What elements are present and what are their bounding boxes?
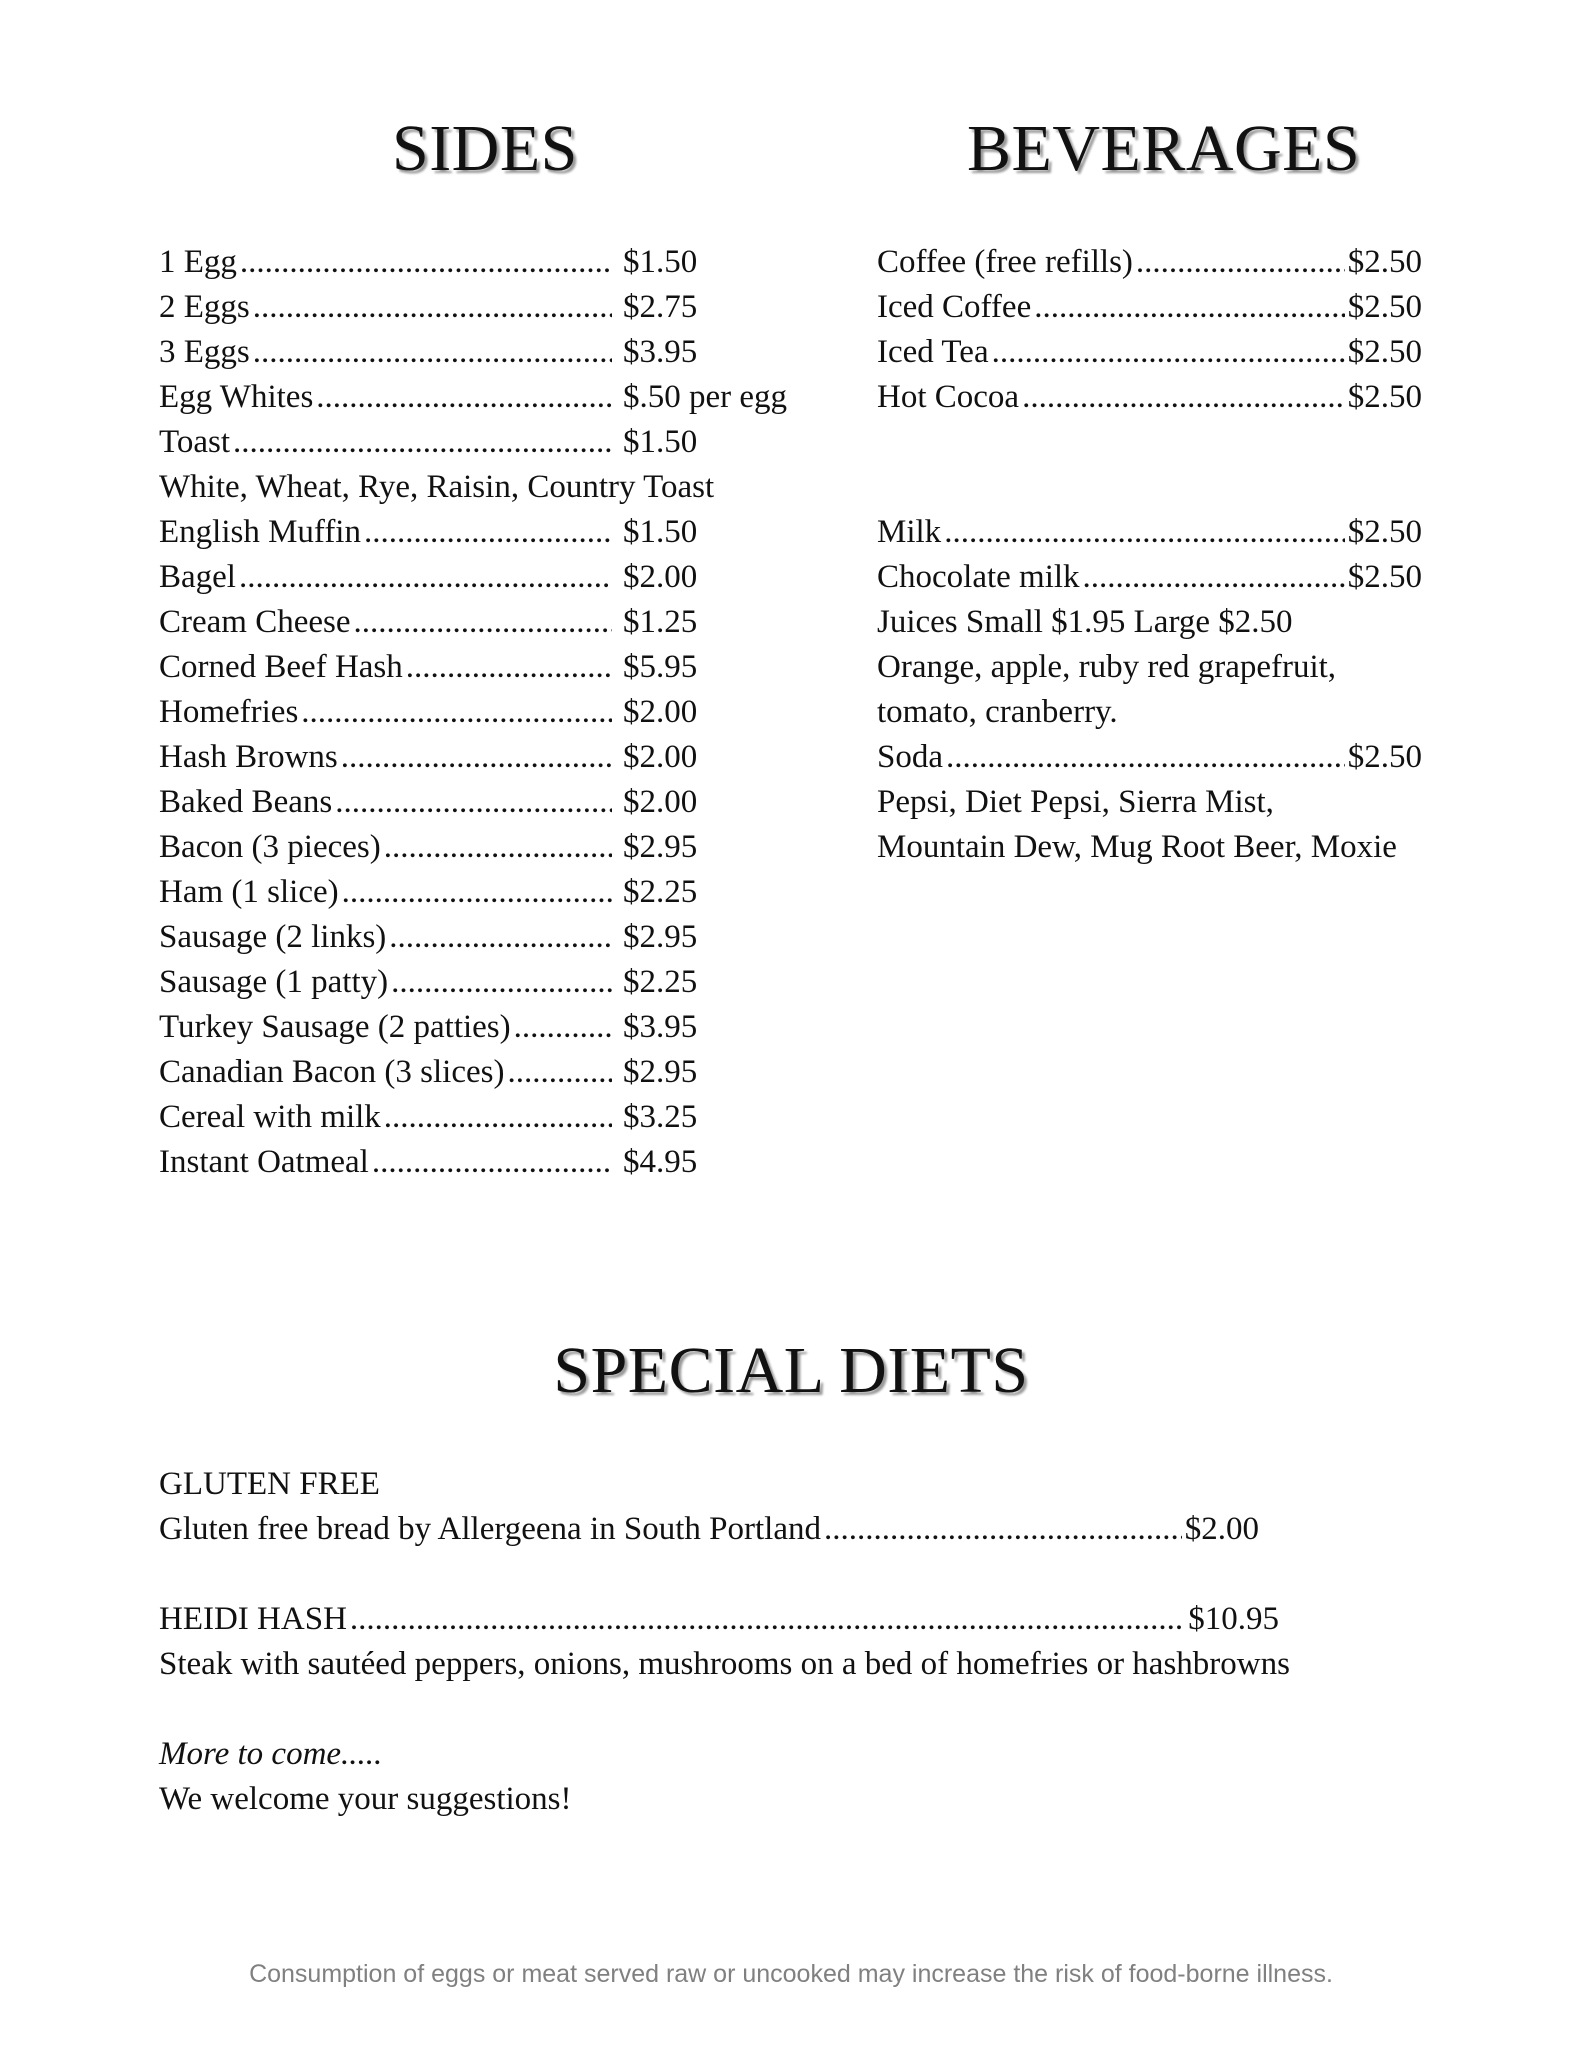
item-price: $2.00	[1184, 1511, 1259, 1547]
item-price: $4.95	[623, 1144, 698, 1180]
item-price: $2.95	[623, 919, 698, 955]
item-label-group	[159, 1050, 615, 1095]
heidi-hash-description: Steak with sautéed peppers, onions, mushrooms on a bed of homefries or hashbrowns	[159, 1646, 1290, 1682]
menu-item	[159, 555, 799, 600]
item-price: $2.00	[623, 739, 698, 775]
leader-dots	[514, 1005, 612, 1050]
beverages-list	[877, 240, 1457, 870]
item-name: HEIDI HASH	[159, 1601, 347, 1637]
menu-item	[159, 375, 799, 420]
spacer	[159, 1552, 1459, 1597]
leader-dots	[354, 600, 612, 645]
leader-dots	[301, 690, 612, 735]
spacer	[877, 465, 1457, 510]
suggestions-text: We welcome your suggestions!	[159, 1781, 572, 1817]
item-note: Orange, apple, ruby red grapefruit,	[877, 649, 1337, 685]
item-name: Ham (1 slice)	[159, 874, 339, 910]
food-safety-disclaimer: Consumption of eggs or meat served raw or uncooked may increase the risk of food-borne illness.	[249, 1960, 1333, 1988]
item-price: $1.25	[623, 604, 698, 640]
item-name: Egg Whites	[159, 379, 314, 415]
item-price: $2.50	[1347, 514, 1422, 550]
gluten-free-heading: GLUTEN FREE	[159, 1466, 380, 1502]
menu-item	[159, 870, 799, 915]
item-label-group	[159, 780, 615, 825]
item-label-group	[159, 330, 615, 375]
item-name: Cereal with milk	[159, 1099, 381, 1135]
item-name: Baked Beans	[159, 784, 333, 820]
leader-dots	[1136, 240, 1345, 285]
menu-item	[877, 240, 1422, 285]
leader-dots	[350, 1597, 1185, 1642]
menu-item	[159, 1050, 799, 1095]
item-name: Canadian Bacon (3 slices)	[159, 1054, 505, 1090]
item-price: $10.95	[1188, 1601, 1279, 1637]
item-name: Sausage (2 links)	[159, 919, 387, 955]
item-price: $2.50	[1347, 739, 1422, 775]
item-price: $3.95	[623, 334, 698, 370]
item-name: Coffee (free refills)	[877, 244, 1133, 280]
leader-dots	[992, 330, 1345, 375]
leader-dots	[824, 1507, 1182, 1552]
item-note: White, Wheat, Rye, Raisin, Country Toast	[159, 469, 715, 505]
item-price: $2.25	[623, 964, 698, 1000]
item-note: tomato, cranberry.	[877, 694, 1118, 730]
item-name: Iced Coffee	[877, 289, 1032, 325]
item-name: Milk	[877, 514, 942, 550]
item-name: Soda	[877, 739, 943, 775]
item-name: Bacon (3 pieces)	[159, 829, 381, 865]
leader-dots	[1022, 375, 1345, 420]
spacer	[877, 420, 1457, 465]
item-name: Toast	[159, 424, 231, 460]
menu-item	[159, 330, 799, 375]
item-label-group	[159, 285, 615, 330]
menu-item	[877, 555, 1422, 600]
item-price: $2.50	[1347, 559, 1422, 595]
heidi-hash-item	[159, 1597, 1279, 1642]
item-price: $5.95	[623, 649, 698, 685]
item-name: Homefries	[159, 694, 299, 730]
menu-item	[159, 285, 799, 330]
leader-dots	[1083, 555, 1345, 600]
item-price: $2.50	[1347, 289, 1422, 325]
item-name: Instant Oatmeal	[159, 1144, 369, 1180]
menu-item	[159, 645, 799, 690]
special-diets-heading: SPECIAL DIETS	[553, 1334, 1029, 1407]
leader-dots	[372, 1140, 612, 1185]
menu-item	[159, 1140, 799, 1185]
item-price: $2.50	[1347, 244, 1422, 280]
more-to-come: More to come.....	[159, 1736, 383, 1772]
leader-dots	[233, 420, 612, 465]
item-name: 2 Eggs	[159, 289, 250, 325]
sides-heading: SIDES	[392, 112, 578, 185]
item-price: $2.75	[623, 289, 698, 325]
item-name: Turkey Sausage (2 patties)	[159, 1009, 511, 1045]
item-price: $2.95	[623, 829, 698, 865]
leader-dots	[253, 285, 612, 330]
leader-dots	[384, 825, 612, 870]
menu-item	[159, 690, 799, 735]
item-label-group	[159, 600, 615, 645]
item-name: 1 Egg	[159, 244, 237, 280]
sides-list	[159, 240, 799, 1185]
beverages-heading: BEVERAGES	[967, 112, 1361, 185]
leader-dots	[507, 1050, 612, 1095]
item-name: Cream Cheese	[159, 604, 351, 640]
item-price: $2.00	[623, 784, 698, 820]
item-name: Sausage (1 patty)	[159, 964, 389, 1000]
leader-dots	[946, 735, 1345, 780]
menu-item	[159, 600, 799, 645]
leader-dots	[316, 375, 612, 420]
spacer	[159, 1687, 1459, 1732]
item-label-group	[159, 825, 615, 870]
item-name: Bagel	[159, 559, 236, 595]
item-price: $1.50	[623, 244, 698, 280]
item-label-group	[159, 960, 615, 1005]
menu-item	[159, 960, 799, 1005]
item-name: Gluten free bread by Allergeena in South Portland	[159, 1511, 821, 1547]
item-note: Pepsi, Diet Pepsi, Sierra Mist,	[877, 784, 1274, 820]
menu-item	[159, 1005, 799, 1050]
leader-dots	[342, 870, 612, 915]
item-price: $2.50	[1347, 334, 1422, 370]
item-label-group	[159, 240, 615, 285]
item-price: $2.25	[623, 874, 698, 910]
item-name: Hash Browns	[159, 739, 338, 775]
item-note: Juices Small $1.95 Large $2.50	[877, 604, 1293, 640]
item-name: Chocolate milk	[877, 559, 1080, 595]
item-price: $2.00	[623, 559, 698, 595]
item-label-group	[159, 1140, 615, 1185]
leader-dots	[406, 645, 612, 690]
special-diets-section	[159, 1462, 1459, 1822]
item-label-group	[159, 735, 615, 780]
menu-item	[159, 1095, 799, 1140]
item-label-group	[159, 1095, 615, 1140]
item-name: Iced Tea	[877, 334, 989, 370]
menu-item	[159, 825, 799, 870]
item-label-group	[159, 645, 615, 690]
menu-item	[159, 510, 799, 555]
item-price: $3.25	[623, 1099, 698, 1135]
leader-dots	[391, 960, 612, 1005]
item-label-group	[159, 870, 615, 915]
leader-dots	[253, 330, 612, 375]
item-price: $1.50	[623, 514, 698, 550]
item-price: $2.95	[623, 1054, 698, 1090]
item-label-group	[159, 915, 615, 960]
menu-item	[877, 510, 1422, 555]
leader-dots	[341, 735, 612, 780]
item-price: $2.00	[623, 694, 698, 730]
menu-item	[159, 780, 799, 825]
item-note: Mountain Dew, Mug Root Beer, Moxie	[877, 829, 1397, 865]
item-price: $.50 per egg	[623, 379, 788, 415]
menu-item	[159, 420, 799, 465]
menu-item	[159, 735, 799, 780]
menu-item	[159, 915, 799, 960]
leader-dots	[364, 510, 612, 555]
item-label-group	[159, 510, 615, 555]
item-name: Hot Cocoa	[877, 379, 1020, 415]
item-price: $2.50	[1347, 379, 1422, 415]
item-price: $3.95	[623, 1009, 698, 1045]
menu-item	[877, 735, 1422, 780]
leader-dots	[384, 1095, 612, 1140]
item-price: $1.50	[623, 424, 698, 460]
item-label-group	[159, 690, 615, 735]
leader-dots	[1034, 285, 1345, 330]
leader-dots	[389, 915, 612, 960]
gluten-free-item	[159, 1507, 1259, 1552]
menu-item	[877, 330, 1422, 375]
item-label-group	[159, 1005, 615, 1050]
item-label-group	[159, 555, 615, 600]
leader-dots	[944, 510, 1345, 555]
menu-item	[877, 285, 1422, 330]
item-name: 3 Eggs	[159, 334, 250, 370]
leader-dots	[240, 240, 612, 285]
item-label-group	[159, 375, 615, 420]
item-label-group	[159, 420, 615, 465]
item-name: English Muffin	[159, 514, 361, 550]
item-name: Corned Beef Hash	[159, 649, 403, 685]
leader-dots	[335, 780, 612, 825]
menu-item	[159, 240, 799, 285]
menu-item	[877, 375, 1422, 420]
leader-dots	[239, 555, 612, 600]
